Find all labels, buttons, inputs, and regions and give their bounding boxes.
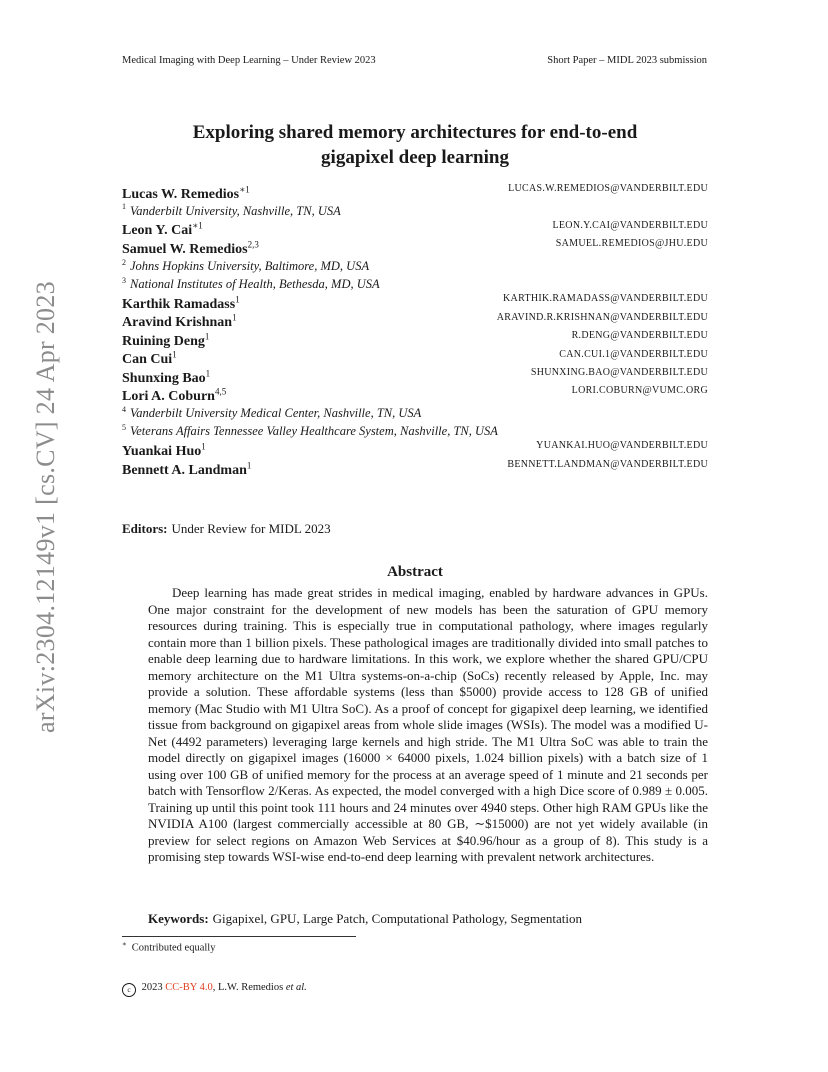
footnote-text: Contributed equally: [131, 942, 216, 954]
running-head-left: Medical Imaging with Deep Learning – Under Review 2023: [122, 55, 376, 66]
author-email[interactable]: CAN.CUI.1@VANDERBILT.EDU: [559, 348, 708, 360]
keywords-label: Keywords:: [148, 911, 209, 926]
copyright-year: 2023: [141, 982, 163, 993]
author-email[interactable]: KARTHIK.RAMADASS@VANDERBILT.EDU: [503, 293, 708, 305]
editors-text: Under Review for MIDL 2023: [171, 521, 331, 536]
author-row: [122, 235, 708, 257]
author-block: [122, 180, 708, 478]
author-row: [122, 217, 708, 239]
author-name: Yuankai Huo$^1$: [122, 441, 206, 460]
editors-label: Editors:: [122, 521, 168, 536]
affiliation-row: [122, 254, 708, 272]
author-name: Samuel W. Remedios$^{2,3}$: [122, 239, 259, 257]
author-row: [122, 382, 708, 404]
paper-title: [122, 120, 708, 170]
abstract-body: Deep learning has made great strides in medical imaging, enabled by hardware advances in GPUs. One major constraint for the development of new models has been the saturation of GPU memory resources during training. This is especially true in computational pathology, where images regularly contain more than 1 billion pixels. These pathological images are traditionally divided into small patches to enable deep learning due to hardware limitations. In this work, we explore whether the shared GPU/CPU memory architecture on the M1 Ultra systems-on-a-chip (SoCs) recently released by Apple, Inc. may provide a solution. These affordable systems (less than $5000) provide access to 128 GB of unified memory (Mac Studio with M1 Ultra SoC). As a proof of concept for gigapixel deep learning, we identified tissue from background on gigapixel areas from whole slide images (WSIs). The model was a modified U-Net (4492 parameters) leveraging large kernels and high stride. The M1 Ultra SoC was able to train the model directly on gigapixel images (16000 × 64000 pixels, 1.024 billion pixels) with a batch size of 1 using over 100 GB of unified memory for the process at an average speed of 1 minute and 21 seconds per batch with Tensorflow 2/Keras. As expected, the model converged with a high Dice score of 0.989 ± 0.005. Training up until this point took 111 hours and 24 minutes over 4940 steps. Other high RAM GPUs like the NVIDIA A100 (largest commercially accessible at 80 GB, ∼$15000) are not yet widely available (in preview for select regions on Amazon Web Services at $40.96/hour as a group of 8). This study is a promising step towards WSI-wise end-to-end deep learning with prevalent network architectures.: [148, 585, 708, 864]
author-email[interactable]: LORI.COBURN@VUMC.ORG: [571, 385, 708, 397]
title-line-2: gigapixel deep learning: [321, 147, 509, 168]
copyright-line: [122, 982, 307, 997]
footnote: [122, 940, 215, 954]
editors-line: [122, 521, 331, 537]
author-row: [122, 180, 708, 202]
author-name: Lucas W. Remedios$^{∗1}$: [122, 184, 250, 202]
keywords-line: [148, 911, 582, 927]
affiliation-row: [122, 272, 708, 290]
affiliation: $^2$ Johns Hopkins University, Baltimore, MD, USA: [122, 257, 370, 273]
arxiv-stamp[interactable]: arXiv:2304.12149v1 [cs.CV] 24 Apr 2023: [31, 281, 60, 733]
author-name: Can Cui$^1$: [122, 349, 177, 368]
affiliation: $^4$ Vanderbilt University Medical Center, Nashville, TN, USA: [122, 404, 422, 420]
author-email[interactable]: YUANKAI.HUO@VANDERBILT.EDU: [536, 440, 708, 452]
affiliation: $^1$ Vanderbilt University, Nashville, TN, USA: [122, 202, 341, 218]
author-email[interactable]: LUCAS.W.REMEDIOS@VANDERBILT.EDU: [508, 183, 708, 194]
author-name: Karthik Ramadass$^1$: [122, 294, 240, 312]
author-name: Shunxing Bao$^1$: [122, 367, 211, 386]
affiliation: $^3$ National Institutes of Health, Bethesda, MD, USA: [122, 275, 380, 292]
author-row: [122, 346, 708, 368]
author-row: [122, 437, 708, 460]
affiliation: $^5$ Veterans Affairs Tennessee Valley Healthcare System, Nashville, TN, USA: [122, 423, 498, 439]
author-row: [122, 364, 708, 386]
title-line-1: Exploring shared memory architectures for end-to-end: [192, 122, 638, 143]
affiliation-row: [122, 401, 708, 419]
author-email[interactable]: SAMUEL.REMEDIOS@JHU.EDU: [555, 238, 708, 250]
author-email[interactable]: BENNETT.LANDMAN@VANDERBILT.EDU: [507, 458, 708, 470]
author-name: Aravind Krishnan$^1$: [122, 312, 237, 331]
abstract-heading: Abstract: [387, 564, 443, 580]
copyright-etal: et al.: [285, 982, 307, 993]
copyright-authors: , L.W. Remedios: [212, 982, 284, 993]
author-email[interactable]: SHUNXING.BAO@VANDERBILT.EDU: [530, 366, 708, 378]
author-name: Ruining Deng$^1$: [122, 331, 210, 349]
footnote-rule: [122, 936, 356, 937]
author-name: Bennett A. Landman$^1$: [122, 459, 252, 478]
author-email[interactable]: LEON.Y.CAI@VANDERBILT.EDU: [552, 219, 708, 231]
affiliation-row: [122, 419, 708, 437]
copyright-icon: c: [122, 983, 136, 997]
affiliation-row: [122, 198, 708, 216]
author-row: [122, 309, 708, 331]
author-name: Lori A. Coburn$^{4,5}$: [122, 386, 227, 404]
author-row: [122, 327, 708, 349]
author-email[interactable]: R.DENG@VANDERBILT.EDU: [571, 330, 708, 342]
license-link[interactable]: CC-BY 4.0: [165, 982, 213, 993]
author-row: [122, 456, 708, 478]
author-row: [122, 290, 708, 312]
author-email[interactable]: ARAVIND.R.KRISHNAN@VANDERBILT.EDU: [496, 311, 708, 323]
author-name: Leon Y. Cai$^{∗1}$: [122, 220, 203, 239]
footnote-mark: ∗: [122, 940, 127, 948]
running-head-right: Short Paper – MIDL 2023 submission: [547, 55, 707, 66]
keywords-text: Gigapixel, GPU, Large Patch, Computational Pathology, Segmentation: [212, 911, 583, 926]
